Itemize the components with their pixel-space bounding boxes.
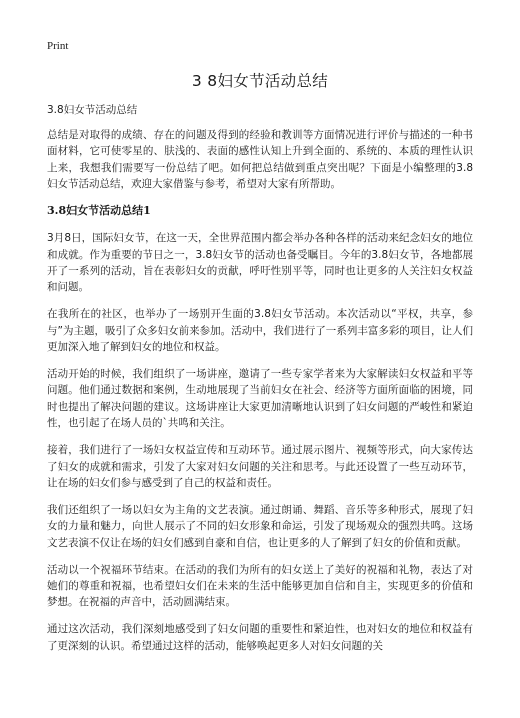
body-paragraph-6: 活动以一个祝福环节结束。在活动的我们为所有的妇女送上了美好的祝福和礼物，表达了对她们的尊重和祝福，也希望妇女们在未来的生活中能够更加自信和自主，实现更多的价值和梦想。在祝福的声音中，活动圆满结束。 — [47, 563, 473, 609]
body-paragraph-5: 我们还组织了一场以妇女为主角的文艺表演。通过朗诵、舞蹈、音乐等多种形式，展现了妇女的力量和魅力，向世人展示了不同的妇女形象和命运，引发了现场观众的强烈共鸣。这场文艺表演不仅让在场的妇女们感到自豪和自信，也让更多的人了解到了妇女的价值和贡献。 — [47, 503, 473, 549]
document-body — [47, 102, 473, 665]
body-paragraph-1: 3月8日，国际妇女节，在这一天，全世界范围内都会举办各种各样的活动来纪念妇女的地位和成就。作为重要的节日之一，3.8妇女节的活动也备受瞩目。今年的3.8妇女节，各地都展开了一系列的活动，旨在表彰妇女的贡献，呼吁性别平等，同时也让更多的人关注妇女权益和问题。 — [47, 232, 473, 294]
body-paragraph-7: 通过这次活动，我们深刻地感受到了妇女问题的重要性和紧迫性，也对妇女的地位和权益有了更深刻的认识。希望通过这样的活动，能够唤起更多人对妇女问题的关 — [47, 623, 473, 652]
page-title: 3 8妇女节活动总结 — [191, 72, 329, 90]
body-paragraph-3: 活动开始的时候，我们组织了一场讲座，邀请了一些专家学者来为大家解读妇女权益和平等问题。他们通过数据和案例，生动地展现了当前妇女在社会、经济等方面所面临的困境，同时也提出了解决问题的建议。这场讲座让大家更加清晰地认识到了妇女问题的严峻性和紧迫性，也引起了在场人员的`共鸣和关注。 — [47, 367, 473, 430]
print-link[interactable]: Print — [47, 40, 69, 52]
intro-paragraph: 总结是对取得的成绩、存在的问题及得到的经验和教训等方面情况进行评价与描述的一种书面材料，它可使零星的、肤浅的、表面的感性认知上升到全面的、系统的、本质的理性认识上来，我想我们需要写一份总结了吧。如何把总结做到重点突出呢？下面是小编整理的3.8妇女节活动总结，欢迎大家借鉴与参考，希望对大家有所帮助。 — [47, 129, 473, 191]
section-heading: 3.8妇女节活动总结1 — [47, 204, 151, 218]
document-subtitle: 3.8妇女节活动总结 — [47, 104, 138, 116]
body-paragraph-4: 接着，我们进行了一场妇女权益宣传和互动环节。通过展示图片、视频等形式，向大家传达了妇女的成就和需求，引发了大家对妇女问题的关注和思考。与此还设置了一些互动环节，让在场的妇女们参与感受到了自己的权益和责任。 — [47, 444, 473, 489]
body-paragraph-2: 在我所在的社区，也举办了一场别开生面的3.8妇女节活动。本次活动以“平权，共享，参与”为主题，吸引了众多妇女前来参加。活动中，我们进行了一系列丰富多彩的项目，让人们更加深入地了解到妇女的地位和权益。 — [47, 308, 473, 354]
